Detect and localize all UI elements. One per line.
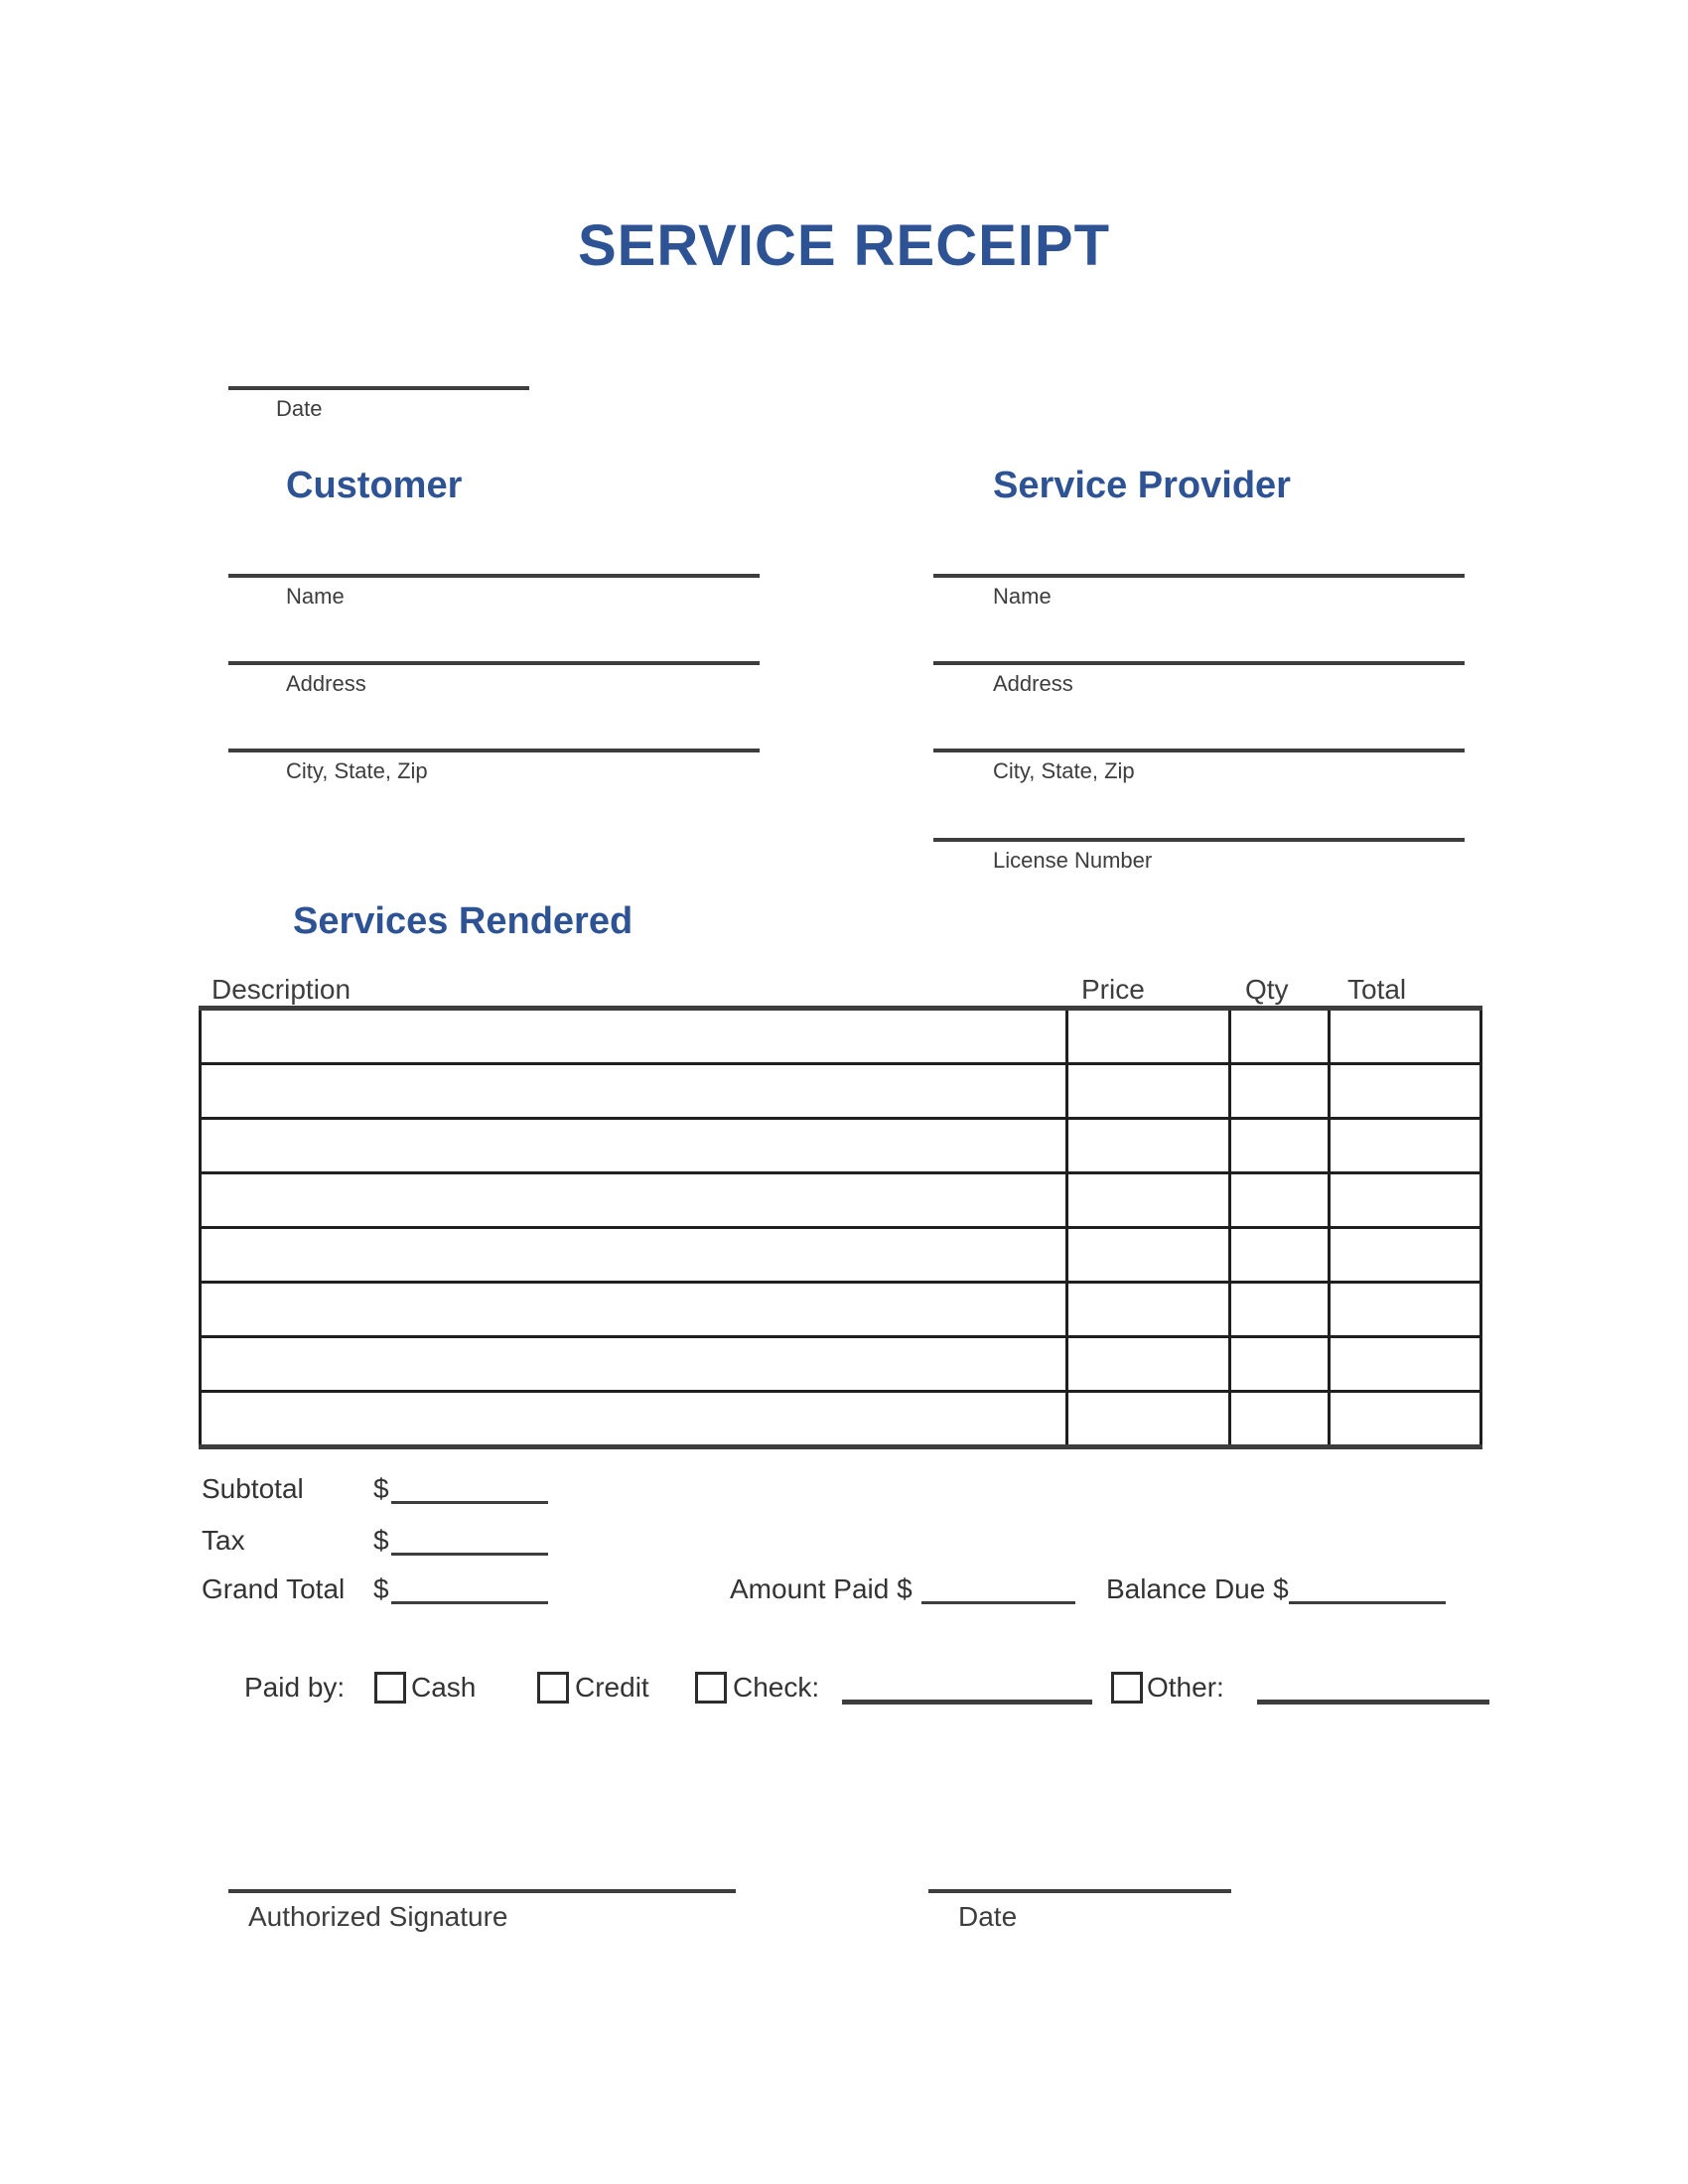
services-heading: Services Rendered xyxy=(293,900,633,942)
provider-name-label: Name xyxy=(993,584,1052,609)
cash-checkbox xyxy=(374,1672,406,1704)
tax-label: Tax xyxy=(202,1525,245,1556)
service-cell xyxy=(1067,1392,1230,1447)
service-cell xyxy=(1067,1064,1230,1119)
provider-name-line xyxy=(933,574,1465,578)
service-cell xyxy=(201,1009,1067,1064)
service-cell xyxy=(1330,1392,1481,1447)
customer-city-state-zip-label: City, State, Zip xyxy=(286,758,428,783)
authorized-signature-label: Authorized Signature xyxy=(248,1901,508,1932)
column-header-total: Total xyxy=(1347,974,1407,1005)
provider-license-label: License Number xyxy=(993,848,1153,873)
customer-name-line xyxy=(228,574,760,578)
service-cell xyxy=(1330,1119,1481,1173)
provider-city-state-zip-label: City, State, Zip xyxy=(993,758,1135,783)
provider-heading: Service Provider xyxy=(993,465,1291,506)
date-field-line xyxy=(228,386,529,390)
subtotal-currency: $ xyxy=(373,1473,389,1504)
provider-city-state-zip-line xyxy=(933,749,1465,752)
other-checkbox xyxy=(1111,1672,1143,1704)
grand-total-value-line xyxy=(391,1601,548,1604)
subtotal-value-line xyxy=(391,1501,548,1504)
service-cell xyxy=(1230,1119,1330,1173)
authorized-signature-line xyxy=(228,1889,736,1893)
service-cell xyxy=(201,1173,1067,1228)
service-row xyxy=(201,1228,1481,1283)
column-header-qty: Qty xyxy=(1245,974,1289,1005)
balance-due-value-line xyxy=(1289,1601,1446,1604)
service-cell xyxy=(1230,1392,1330,1447)
service-cell xyxy=(1330,1228,1481,1283)
tax-value-line xyxy=(391,1553,548,1556)
date-field-label: Date xyxy=(276,396,323,421)
grand-total-currency: $ xyxy=(373,1573,389,1604)
signature-date-line xyxy=(928,1889,1231,1893)
other-label: Other: xyxy=(1147,1672,1224,1703)
page-title: SERVICE RECEIPT xyxy=(577,213,1111,278)
column-header-price: Price xyxy=(1081,974,1145,1005)
service-cell xyxy=(201,1119,1067,1173)
service-cell xyxy=(201,1392,1067,1447)
credit-checkbox xyxy=(537,1672,569,1704)
customer-address-line xyxy=(228,661,760,665)
service-cell xyxy=(201,1283,1067,1337)
service-cell xyxy=(1067,1337,1230,1392)
amount-paid-label: Amount Paid $ xyxy=(730,1573,913,1604)
service-row xyxy=(201,1119,1481,1173)
service-cell xyxy=(1330,1173,1481,1228)
service-cell xyxy=(1230,1228,1330,1283)
service-cell xyxy=(1230,1064,1330,1119)
signature-date-label: Date xyxy=(958,1901,1018,1932)
service-cell xyxy=(1330,1337,1481,1392)
service-cell xyxy=(1330,1283,1481,1337)
cash-label: Cash xyxy=(411,1672,477,1703)
check-checkbox xyxy=(695,1672,727,1704)
tax-currency: $ xyxy=(373,1525,389,1556)
services-table xyxy=(199,1006,1482,1449)
service-cell xyxy=(201,1337,1067,1392)
service-cell xyxy=(1330,1009,1481,1064)
service-cell xyxy=(1230,1337,1330,1392)
paid-by-label: Paid by: xyxy=(244,1672,346,1703)
service-cell xyxy=(1067,1228,1230,1283)
service-cell xyxy=(201,1064,1067,1119)
service-row xyxy=(201,1283,1481,1337)
subtotal-label: Subtotal xyxy=(202,1473,304,1504)
grand-total-label: Grand Total xyxy=(202,1573,346,1604)
customer-name-label: Name xyxy=(286,584,345,609)
credit-label: Credit xyxy=(575,1672,649,1703)
provider-license-line xyxy=(933,838,1465,842)
service-row xyxy=(201,1064,1481,1119)
other-detail-line xyxy=(1257,1700,1489,1705)
service-row xyxy=(201,1173,1481,1228)
column-header-description: Description xyxy=(211,974,352,1005)
balance-due-label: Balance Due $ xyxy=(1106,1573,1289,1604)
check-number-line xyxy=(842,1700,1092,1705)
service-cell xyxy=(1230,1009,1330,1064)
service-cell xyxy=(1067,1173,1230,1228)
customer-heading: Customer xyxy=(286,465,463,506)
service-cell xyxy=(1067,1283,1230,1337)
service-row xyxy=(201,1392,1481,1447)
provider-address-line xyxy=(933,661,1465,665)
customer-city-state-zip-line xyxy=(228,749,760,752)
service-cell xyxy=(1230,1283,1330,1337)
service-cell xyxy=(1330,1064,1481,1119)
check-label: Check: xyxy=(733,1672,820,1703)
customer-address-label: Address xyxy=(286,671,366,696)
amount-paid-value-line xyxy=(921,1601,1075,1604)
provider-address-label: Address xyxy=(993,671,1073,696)
service-row xyxy=(201,1009,1481,1064)
service-cell xyxy=(201,1228,1067,1283)
service-cell xyxy=(1067,1009,1230,1064)
service-cell xyxy=(1230,1173,1330,1228)
service-row xyxy=(201,1337,1481,1392)
service-cell xyxy=(1067,1119,1230,1173)
